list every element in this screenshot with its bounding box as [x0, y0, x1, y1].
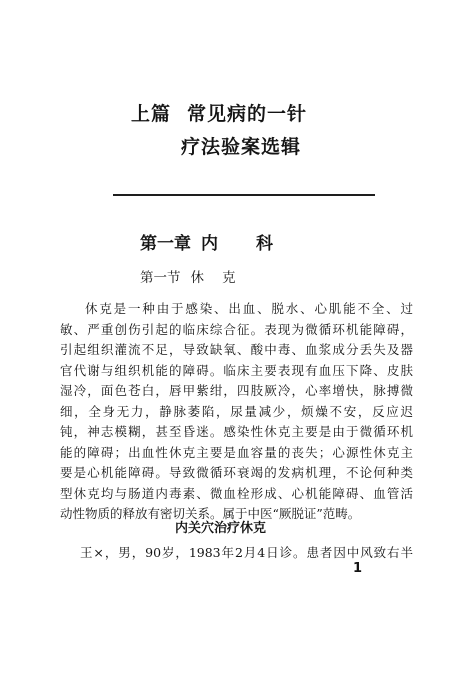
body-line: 官代谢与组织机能的障碍。临床主要表现有血压下降、皮肤: [60, 362, 413, 378]
chapter-number: 第一章: [140, 234, 191, 254]
body-line: 细，全身无力，静脉萎陷，尿量减少，烦燥不安，反应迟: [60, 403, 413, 419]
section-name-char-2: 克: [222, 270, 236, 286]
body-line: 敏、严重创伤引起的临床综合征。表现为微循环机能障碍，: [60, 321, 413, 337]
part-title-text-1: 常见病的一针: [187, 103, 308, 125]
body-line: 能的障碍；出血性休克主要是血容量的丧失；心源性休克主: [60, 444, 413, 460]
body-paragraph: [60, 299, 413, 525]
chapter-name-char-1: 内: [201, 234, 218, 254]
section-heading: [140, 266, 236, 286]
part-title-line-2: 疗法验案选辑: [181, 136, 302, 158]
body-line: 引起组织灌流不足，导致缺氧、酸中毒、血浆成分丢失及器: [60, 342, 413, 357]
body-line: 湿冷，面色苍白，唇甲紫绀，四肢厥冷，心率增快，脉搏微: [60, 383, 413, 398]
case-subheading: 内关穴治疗休克: [175, 521, 267, 536]
chapter-name-char-2: 科: [256, 234, 273, 254]
case-text-line: 王×，男，90岁，1983年2月4日诊。患者因中风致右半: [80, 545, 413, 560]
part-label: 上篇: [131, 103, 172, 125]
section-number: 第一节: [140, 270, 181, 286]
body-line: 动性物质的释放有密切关系。属于中医“厥脱证”范畴。: [60, 506, 361, 521]
body-line: 型休克均与肠道内毒素、微血栓形成、心机能障碍、血管活: [60, 485, 413, 501]
section-name-char-1: 休: [190, 270, 204, 286]
body-line: 钝，神志模糊，甚至昏迷。感染性休克主要是由于微循环机: [60, 424, 413, 439]
page-number: 1: [353, 561, 363, 576]
part-title-line-1: [131, 99, 307, 126]
chapter-heading: [140, 229, 273, 254]
title-divider: [113, 194, 375, 196]
body-line: 要是心机能障碍。导致微循环衰竭的发病机理，不论何种类: [60, 465, 413, 480]
body-line: 休克是一种由于感染、出血、脱水、心肌能不全、过: [85, 301, 413, 316]
